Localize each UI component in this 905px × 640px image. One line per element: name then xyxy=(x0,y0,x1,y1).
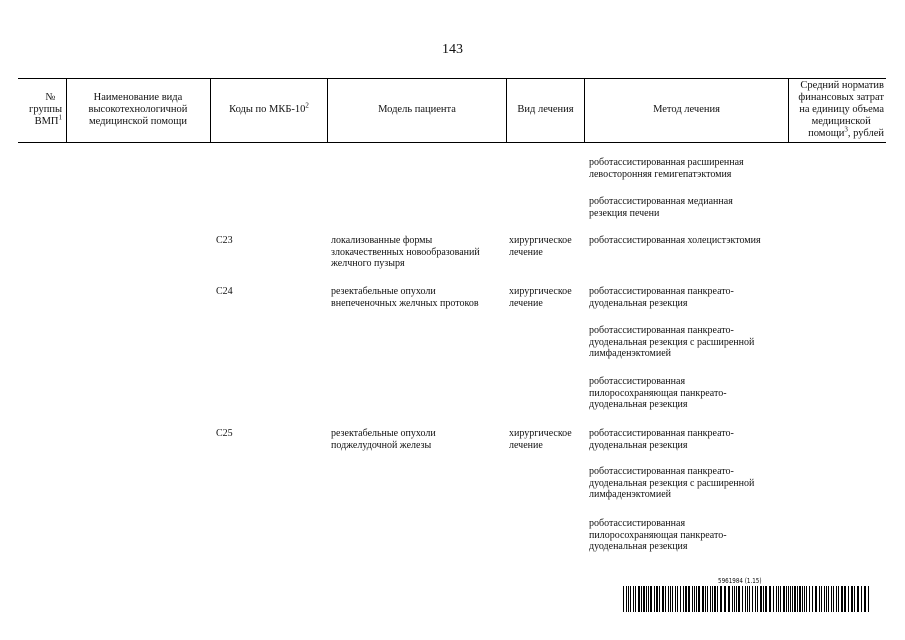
method-text: роботассистированная расширенная левосторонняя гемигепатэктомия xyxy=(589,157,744,180)
treatment-type-text: хирургическое лечение xyxy=(509,235,572,258)
header-patient-model: Модель пациента xyxy=(378,104,456,115)
method-text: роботассистированная панкреато- дуоденальная резекция xyxy=(589,428,734,451)
patient-model-text: локализованные формы злокачественных новообразований желчного пузыря xyxy=(331,235,480,269)
treatment-type-text: хирургическое лечение xyxy=(509,428,572,451)
icd-code: C24 xyxy=(216,286,233,297)
patient-model-text: резектабельные опухоли поджелудочной железы xyxy=(331,428,436,451)
column-divider xyxy=(210,78,211,142)
header-treatment-method: Метод лечения xyxy=(653,104,720,115)
method-text: роботассистированная панкреато- дуоденальная резекция с расширенной лимфаденэктомией xyxy=(589,466,755,500)
page-number: 143 xyxy=(442,42,463,57)
column-divider xyxy=(66,78,67,142)
header-care-type: Наименование вида высокотехнологичной медицинской помощи xyxy=(88,92,188,127)
column-divider xyxy=(327,78,328,142)
icd-code: C25 xyxy=(216,428,233,439)
barcode-label: 5961984 (1.15) xyxy=(718,577,762,585)
header-treatment-type: Вид лечения xyxy=(517,104,574,115)
header-average-cost: Средний норматив финансовых затрат на единицу объема медицинской помощи$^3$, рублей xyxy=(798,80,884,139)
header-group-number: № группы ВМП$^1$ xyxy=(29,92,62,127)
method-text: роботассистированная холецистэктомия xyxy=(589,235,761,246)
patient-model-text: резектабельные опухоли внепеченочных желчных протоков xyxy=(331,286,479,309)
barcode-image xyxy=(623,586,871,612)
method-text: роботассистированная пилоросохраняющая панкреато- дуоденальная резекция xyxy=(589,376,727,410)
method-text: роботассистированная медианная резекция печени xyxy=(589,196,733,219)
method-text: роботассистированная панкреато- дуоденальная резекция xyxy=(589,286,734,309)
header-icd-codes: Коды по МКБ-$10^2$ xyxy=(229,101,309,115)
treatment-type-text: хирургическое лечение xyxy=(509,286,572,309)
column-divider xyxy=(788,78,789,142)
method-text: роботассистированная пилоросохраняющая панкреато- дуоденальная резекция xyxy=(589,518,727,552)
table-header-bottom-rule xyxy=(18,142,886,143)
column-divider xyxy=(584,78,585,142)
method-text: роботассистированная панкреато- дуоденальная резекция с расширенной лимфаденэктомией xyxy=(589,325,755,359)
column-divider xyxy=(506,78,507,142)
icd-code: C23 xyxy=(216,235,233,246)
